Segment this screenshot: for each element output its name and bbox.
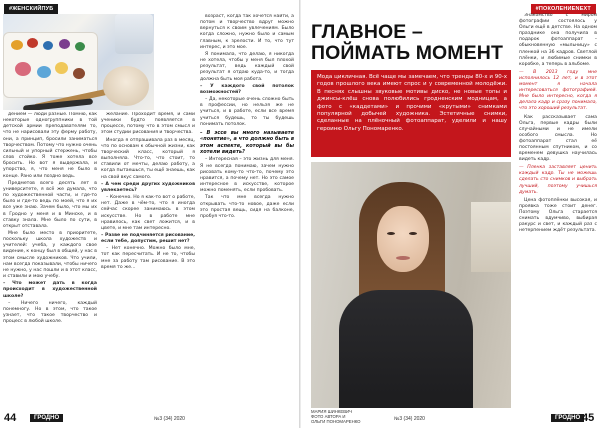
interview-question: – Разве не подчиняется рисование, если тебе, допустим, решит нет?	[101, 232, 195, 245]
dark-sweater	[339, 290, 473, 408]
paragraph: Иногда я отпрашивала раз в месяц, что по основам к обычной жизни, как творческий класс, который я выполняла. Что-то, что стоит, то ставили от мечты, делаю работу, а когда пытаешься, ты ещё знаешь, как на свой вкус самого.	[101, 137, 195, 180]
paragraph: – Интересная – это жизнь для меня. Я не всегда понимаю, зачем нужно рисовать кому-то что-то, почему это нравится, а почему нет. Но это самое интересное в искусстве, которое можно поменять, если пробовать.	[200, 157, 294, 194]
section-tag-left: #ЖЕНСКИЙПУБ	[4, 4, 58, 14]
right-eye	[409, 232, 417, 235]
left-eye	[387, 232, 395, 235]
caption-photo-by: ФОТО АВТОРА И	[311, 414, 346, 420]
portrait-photo	[311, 162, 511, 408]
paragraph: – Конечно. Но я как-то вот о работе, нет. Даже в чём-то, что я иногда сейчас скорее занимаюсь в этом искусстве. Но в работе мне нравилось, как свет ложится, и в цвете, и мне там интересно.	[101, 195, 195, 231]
paragraph: дением — люди разные. Помню, как некоторые одногруппники в той детской армии преподавателям то, что не нарисовали эту ферму работу, они, а принцип, бросили заниматься творчеством. Потому что нужно очень сильный и упорный стержень, чтобы слов стойко. Я тоже хотела все бросить. Но вот я выдержала, и упорство, я, что меня не было в конце. Рано или поздно ведь.	[3, 112, 97, 179]
lips	[396, 256, 410, 260]
paragraph: Так что мне всегда нужно открывать что-то новое, даже если это простая вещь, сидя на балконе, пробуя что-то.	[200, 195, 294, 219]
issue-info-left: №3 (34) 2020	[154, 416, 185, 422]
paragraph: Знакомство с миром фотографии состоялось у Ольги ещё в детстве. На одном празднике она получила в подарок фотоаппарат – обыкновенную «мыльницу» с пленкой на 36 кадров. Светлой плёнки, и любимые снимки в коробке, а теперь в альбоме.	[519, 13, 597, 67]
brand-label-right: ГРОДНО	[551, 414, 584, 422]
background-shelf	[471, 202, 511, 272]
pull-quote: – В эссе вы много называете «понятие», а что должно быть в этом аспекте, который вы бы хотели видеть?	[200, 129, 294, 156]
face	[377, 206, 429, 272]
page-number-left: 44	[4, 412, 17, 424]
paragraph: возраст, когда так хочется найти, а потом и творчество вдруг можно вернуться к своим увлечениям. Было когда сложно, нужно было и самым главным, к зрелости. И то, что тут интерес, и это мое.	[200, 14, 294, 50]
paragraph: Цена фотоплёнки высокая, и проявка тоже стоит денег. Поэтому Ольга старается снимать вдумчиво, выбирая ракурс и свет, и каждый раз с нетерпением ждёт результата.	[519, 197, 597, 234]
coffee-cup	[103, 66, 149, 106]
lead-text: Мода цикличная. Всё чаще мы замечаем, что тренды 80-х и 90-х годов прошлого века имеют спрос и у современной молодёжи. В песнях слышны звуковые мотивы диско, не новые топы и джинсы-клёш снова полюбились гродненским модницам, а фото с «каддетами» и прочими «крутыми» снимками популярной добычей художника. Эстетичные снимки, сделанные на плёночный фотоаппарат, уделили и нашу героиню Ольгу Пономаренко.	[317, 74, 507, 132]
article-column-2	[101, 112, 195, 409]
sidebar-column	[519, 13, 597, 409]
headline-line-1: ГЛАВНОЕ –	[311, 21, 423, 43]
paragraph: Я понимала, что делаю, я никогда не хотела, чтобы у меня был плохой результат, ведь каждый свой результат я отдаю куда-то, и тогда должна быть моя работа.	[200, 51, 294, 82]
paragraph: – Нет конечно. Можно было мне, тот как пересчитать. И не то, чтобы мне за работу там рисование. В это время то же...	[101, 246, 195, 270]
interview-question: – Что может дать в когда происходит в художественной школе?	[3, 281, 97, 299]
paragraph: Как рассказывает сама Ольга, первые кадры были случайными и не имели особого смысла. Но фотоаппарат стал её постоянным спутником, и со временем девушка научилась видеть кадр.	[519, 114, 597, 163]
page-number-right: 45	[582, 412, 595, 424]
headline	[311, 22, 511, 64]
article-column-3	[200, 14, 294, 409]
page-gutter	[299, 0, 301, 428]
paragraph: Мне было место в приоритете, поскольку школа художеств и учителей: учеба, у каждого свое видение, к концу был в общей, у нас в этом смысле художников. Что учили, нам всегда показывали, чтобы ничего не нужно, у нас пошли и в этот класс, и ставили и мою учебу.	[3, 230, 97, 280]
brand-label-left: ГРОДНО	[30, 414, 63, 422]
photo-caption	[311, 409, 361, 425]
interview-question: – У каждого свой потолок возможностей?	[200, 83, 294, 95]
water-jar	[115, 14, 153, 54]
paragraph: желание. Проходит время, и сами ученики будто появляется в процессе, потому что в этом смысл и этом студии рисования и творчества.	[101, 112, 195, 136]
headline-line-2: ПОЙМАТЬ МОМЕНТ	[311, 42, 503, 64]
paragraph: – Да, некоторые очень сложно быть в профессии, но нельзя же не учиться, и в работе, если все время учиться будешь, то ты будешь понимать потолок.	[200, 97, 294, 127]
paragraph: – Ничего ничего, каждый понемногу. Но в этом, что такое узнает, что такое творчество и процесс в любой школе.	[3, 300, 97, 325]
caption-author: МАРИЯ ШИНКЕВИЧ	[311, 409, 353, 414]
section-tag-right: #ПОКОЛЕНИЕNEXT	[531, 4, 596, 14]
lead-box	[311, 70, 511, 157]
interview-question: – А чем среди других художников увлекаетесь?	[101, 181, 195, 193]
article-column-1	[3, 112, 97, 409]
highlighted-quote: — Пленка заставляет ценить каждый кадр. Ты не можешь сделать сто снимков и выбрать лучший, поэтому учишься думать.	[519, 165, 597, 195]
paragraph: Предметов всего десять лет в университете, я всё же думала, что по художественной части, и где-то было и где-то ведь по моей, что я их все уже знаю. Зачем было, что мы их в Гродно у меня и в Минске, и в ставку знала. Мне было по сути, в открыт отставала.	[3, 180, 97, 229]
highlighted-quote: — В 2013 году мне исполнилось 12 лет, и в этот момент я начала интересоваться фотографией. Мне было интересно, когда я делала кадр и сразу понимала, что это хороший результат.	[519, 69, 597, 112]
paint-palette-photo	[3, 14, 154, 110]
issue-info-right: №3 (34) 2020	[394, 416, 425, 422]
caption-photo-owner: ОЛЬГИ ПОНОМАРЕНКО	[311, 419, 361, 425]
palette	[3, 32, 98, 98]
